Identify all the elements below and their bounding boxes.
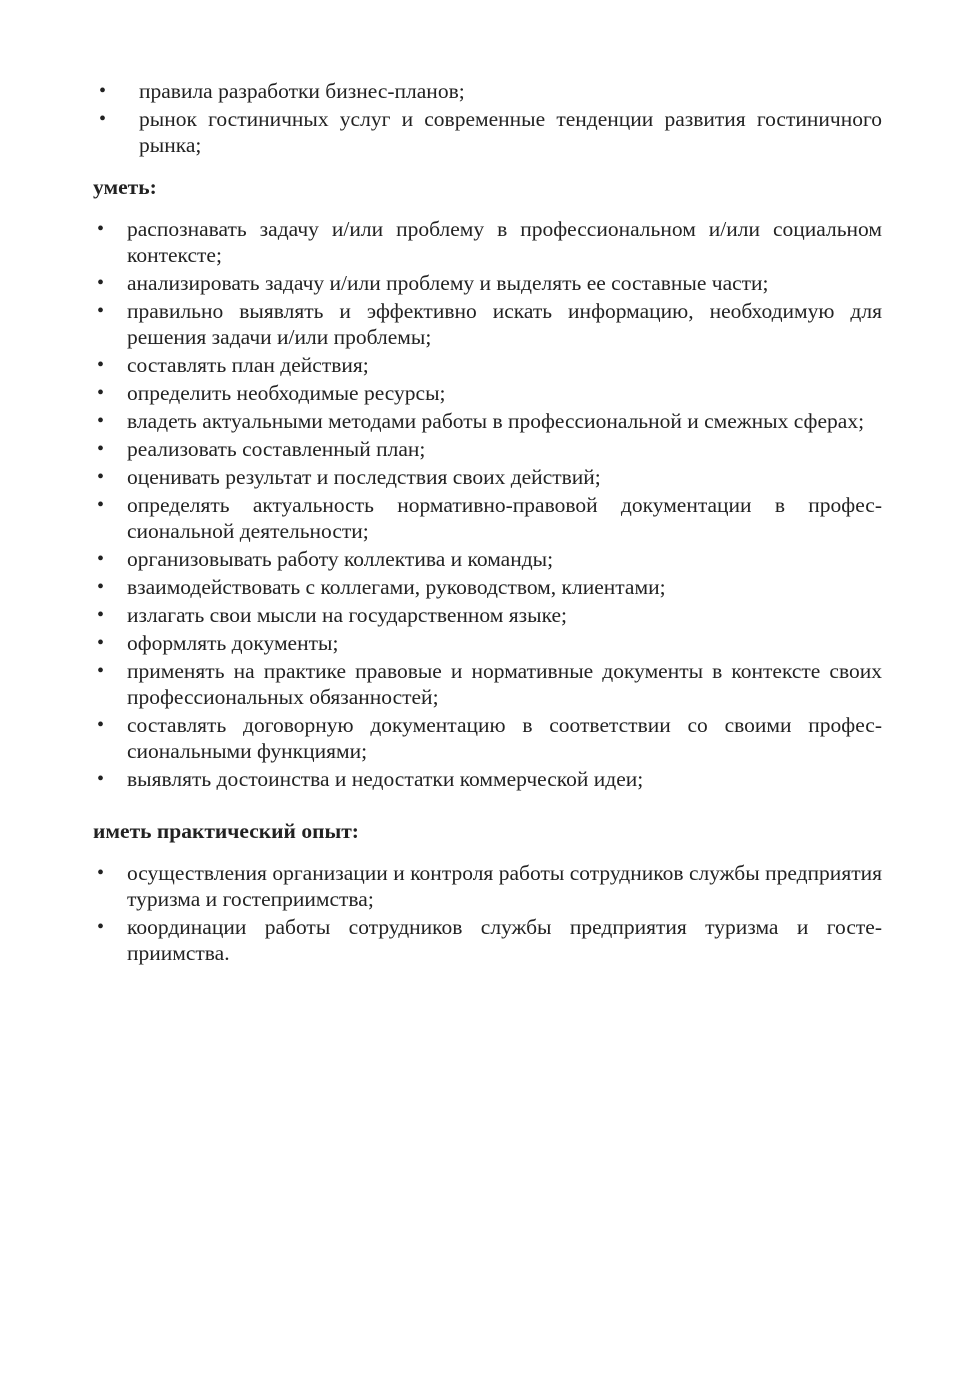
bullet-icon: • — [97, 218, 105, 240]
list-item — [93, 574, 882, 600]
bullet-icon: • — [97, 714, 105, 736]
list-item-text: правила разработки бизнес-планов; — [139, 79, 465, 103]
bullet-icon: • — [97, 354, 105, 376]
list-item — [93, 546, 882, 572]
bullet-icon: • — [99, 108, 107, 130]
list-item — [93, 408, 882, 434]
bullet-icon: • — [97, 410, 105, 432]
list-item — [93, 658, 882, 710]
list-item-text: выявлять достоинства и недостатки коммерческой идеи; — [127, 767, 644, 791]
bullet-icon: • — [97, 916, 105, 938]
list-item — [93, 766, 882, 792]
list-item-text: владеть актуальными методами работы в профессиональной и смежных сферах; — [127, 409, 865, 433]
list-item — [93, 106, 882, 158]
list-item — [93, 602, 882, 628]
list-item — [93, 216, 882, 268]
list-item — [93, 630, 882, 656]
bullet-icon: • — [97, 494, 105, 516]
skills-list — [93, 216, 882, 792]
list-item — [93, 270, 882, 296]
list-item-text: распознавать задачу и/или проблему в профессиональном и/или социальном контексте; — [127, 217, 882, 267]
list-item — [93, 298, 882, 350]
list-item-text: оценивать результат и последствия своих действий; — [127, 465, 601, 489]
bullet-icon: • — [97, 382, 105, 404]
list-item-text: реализовать составленный план; — [127, 437, 426, 461]
list-item-text: оформлять документы; — [127, 631, 339, 655]
list-item — [93, 860, 882, 912]
bullet-icon: • — [97, 632, 105, 654]
bullet-icon: • — [97, 768, 105, 790]
list-item-text: составлять план действия; — [127, 353, 369, 377]
list-item-text: излагать свои мысли на государственном языке; — [127, 603, 568, 627]
list-item — [93, 492, 882, 544]
bullet-icon: • — [97, 300, 105, 322]
bullet-icon: • — [97, 660, 105, 682]
bullet-icon: • — [97, 548, 105, 570]
bullet-icon: • — [97, 272, 105, 294]
bullet-icon: • — [99, 80, 107, 102]
list-item-text: правильно выявлять и эффективно искать информацию, необходимую для решения задачи и/или проблемы; — [127, 299, 882, 349]
list-item-text: определить необходимые ресурсы; — [127, 381, 446, 405]
experience-list — [93, 860, 882, 966]
list-item-text: координации работы сотрудников службы предприятия туризма и гостеприимства. — [127, 915, 882, 965]
list-item-text: взаимодействовать с коллегами, руководством, клиентами; — [127, 575, 666, 599]
list-item — [93, 436, 882, 462]
list-item — [93, 380, 882, 406]
list-item-text: применять на практике правовые и нормативные документы в контексте своих профессиональных обязанностей; — [127, 659, 882, 709]
list-item-text: рынок гостиничных услуг и современные тенденции развития гостиничного рынка; — [139, 107, 882, 157]
list-item — [93, 464, 882, 490]
list-item — [93, 914, 882, 966]
list-item-text: анализировать задачу и/или проблему и выделять ее составные части; — [127, 271, 769, 295]
list-item — [93, 78, 882, 104]
bullet-icon: • — [97, 576, 105, 598]
list-item-text: определять актуальность нормативно-правовой документации в профессиональной деятельности; — [127, 493, 882, 543]
bullet-icon: • — [97, 438, 105, 460]
list-item-text: составлять договорную документацию в соответствии со своими профессиональными функциями; — [127, 713, 882, 763]
list-item — [93, 352, 882, 378]
bullet-icon: • — [97, 466, 105, 488]
bullet-icon: • — [97, 604, 105, 626]
list-item-text: осуществления организации и контроля работы сотрудников службы предприятия туризма и гостеприимства; — [127, 861, 882, 911]
skills-heading: уметь: — [93, 175, 157, 199]
experience-heading: иметь практический опыт: — [93, 819, 359, 843]
bullet-icon: • — [97, 862, 105, 884]
page-content — [93, 78, 882, 968]
knowledge-list — [93, 78, 882, 158]
list-item — [93, 712, 882, 764]
list-item-text: организовывать работу коллектива и команды; — [127, 547, 554, 571]
